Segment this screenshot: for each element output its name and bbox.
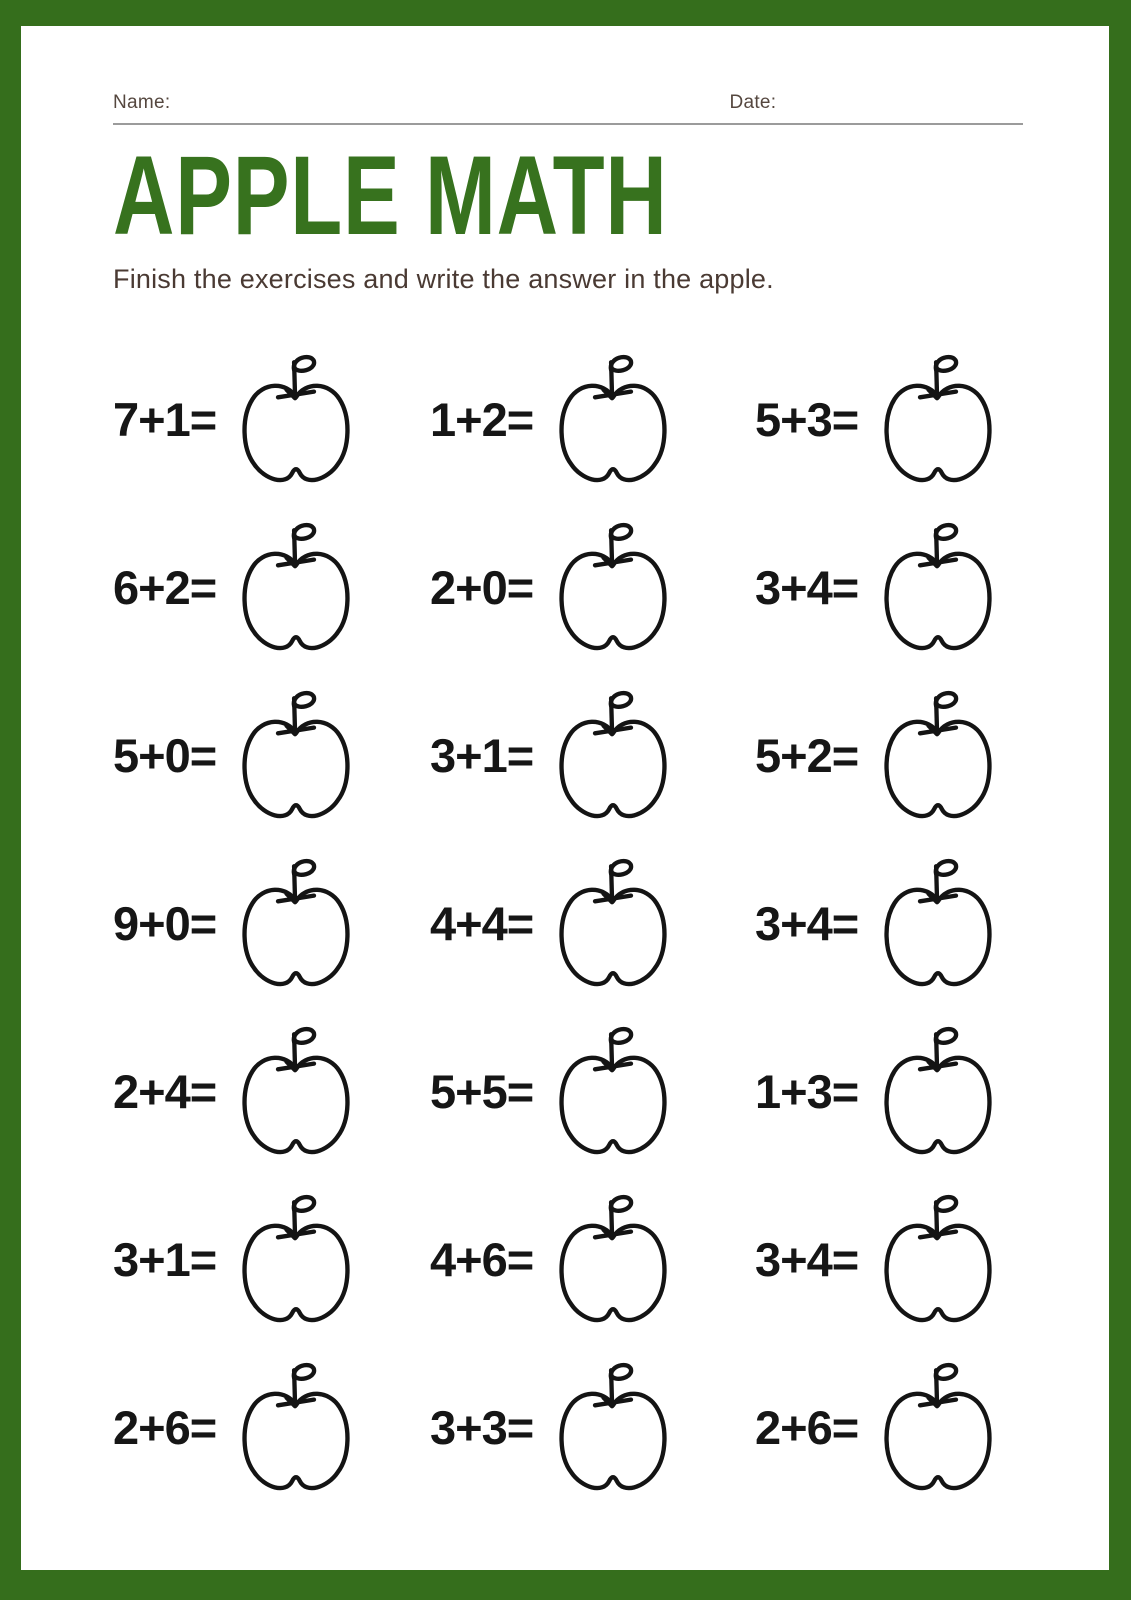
instructions-text: Finish the exercises and write the answer in the apple. [113, 264, 774, 294]
problem-text: 7+1= [113, 393, 217, 446]
exercise-cell [430, 1356, 755, 1524]
problem-text: 2+0= [430, 561, 534, 614]
problem-text: 1+3= [755, 1065, 859, 1118]
exercise-cell [755, 1020, 1099, 1188]
exercise-cell [755, 852, 1099, 1020]
header-rule [113, 92, 1023, 125]
exercise-cell [430, 684, 755, 852]
problem-text: 2+4= [113, 1065, 217, 1118]
problem-text: 2+6= [755, 1401, 859, 1454]
apple-outline-icon[interactable] [556, 1190, 670, 1330]
apple-outline-icon[interactable] [881, 1190, 995, 1330]
apple-outline-icon[interactable] [556, 1358, 670, 1498]
problem-text: 5+3= [755, 393, 859, 446]
exercise-cell [113, 684, 430, 852]
exercise-cell [755, 348, 1099, 516]
exercise-cell [430, 1020, 755, 1188]
page-title: APPLE MATH [113, 133, 668, 258]
exercise-grid [113, 348, 1099, 1524]
apple-outline-icon[interactable] [239, 518, 353, 658]
problem-text: 4+6= [430, 1233, 534, 1286]
apple-outline-icon[interactable] [556, 686, 670, 826]
exercise-cell [755, 1356, 1099, 1524]
apple-outline-icon[interactable] [556, 1022, 670, 1162]
exercise-cell [113, 516, 430, 684]
apple-outline-icon[interactable] [556, 350, 670, 490]
problem-text: 5+0= [113, 729, 217, 782]
problem-text: 9+0= [113, 897, 217, 950]
name-label: Name: [113, 92, 171, 113]
exercise-cell [113, 1020, 430, 1188]
apple-outline-icon[interactable] [239, 686, 353, 826]
problem-text: 3+1= [430, 729, 534, 782]
apple-outline-icon[interactable] [239, 1358, 353, 1498]
apple-outline-icon[interactable] [881, 350, 995, 490]
apple-outline-icon[interactable] [239, 1190, 353, 1330]
exercise-cell [755, 516, 1099, 684]
apple-outline-icon[interactable] [556, 854, 670, 994]
problem-text: 3+4= [755, 1233, 859, 1286]
apple-outline-icon[interactable] [556, 518, 670, 658]
apple-outline-icon[interactable] [881, 686, 995, 826]
problem-text: 4+4= [430, 897, 534, 950]
worksheet-paper [21, 26, 1109, 1570]
exercise-cell [113, 1188, 430, 1356]
problem-text: 3+4= [755, 561, 859, 614]
problem-text: 5+5= [430, 1065, 534, 1118]
apple-outline-icon[interactable] [881, 1022, 995, 1162]
exercise-cell [113, 1356, 430, 1524]
exercise-cell [430, 348, 755, 516]
exercise-cell [113, 852, 430, 1020]
problem-text: 5+2= [755, 729, 859, 782]
problem-text: 3+1= [113, 1233, 217, 1286]
problem-text: 2+6= [113, 1401, 217, 1454]
exercise-cell [113, 348, 430, 516]
problem-text: 3+4= [755, 897, 859, 950]
apple-outline-icon[interactable] [239, 854, 353, 994]
apple-outline-icon[interactable] [239, 350, 353, 490]
apple-outline-icon[interactable] [881, 518, 995, 658]
problem-text: 6+2= [113, 561, 217, 614]
apple-outline-icon[interactable] [239, 1022, 353, 1162]
exercise-cell [755, 1188, 1099, 1356]
problem-text: 1+2= [430, 393, 534, 446]
exercise-cell [755, 684, 1099, 852]
exercise-cell [430, 516, 755, 684]
date-label: Date: [729, 92, 777, 113]
problem-text: 3+3= [430, 1401, 534, 1454]
exercise-cell [430, 852, 755, 1020]
exercise-cell [430, 1188, 755, 1356]
apple-outline-icon[interactable] [881, 1358, 995, 1498]
apple-outline-icon[interactable] [881, 854, 995, 994]
